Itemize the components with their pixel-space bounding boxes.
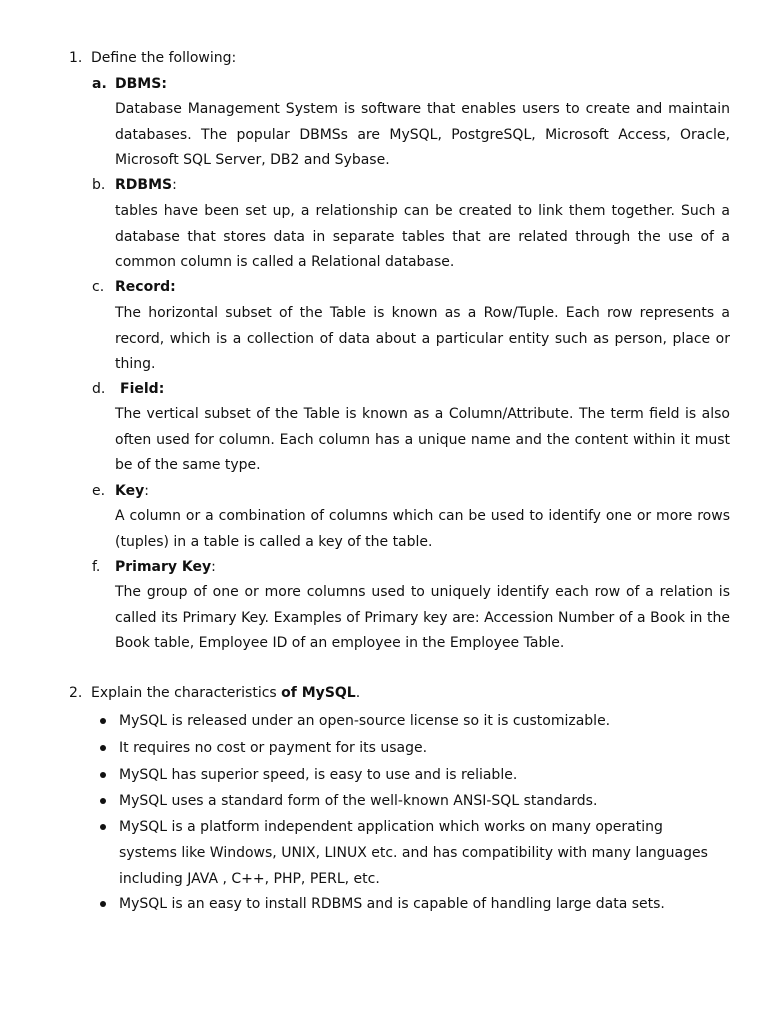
item-term: Key — [115, 483, 145, 499]
item-colon: : — [161, 76, 167, 92]
item-letter: d. — [92, 381, 106, 397]
question-1-heading — [69, 50, 236, 66]
bullet-dot-icon — [100, 718, 106, 724]
item-f-heading — [92, 559, 216, 575]
item-term: RDBMS — [115, 177, 173, 193]
question-title: Define the following: — [91, 50, 237, 66]
item-e-heading — [92, 483, 149, 499]
item-letter: b. — [92, 177, 106, 193]
bullet-text: MySQL uses a standard form of the well-known ANSI-SQL standards. — [119, 793, 598, 809]
bullet-dot-icon — [100, 745, 106, 751]
item-c-heading — [92, 279, 176, 295]
bullet-dot-icon — [100, 824, 106, 830]
question-number: 2. — [69, 685, 83, 701]
item-colon: : — [170, 279, 176, 295]
question-number: 1. — [69, 50, 83, 66]
item-colon: : — [158, 381, 165, 397]
question-2-heading — [69, 685, 360, 701]
item-colon: : — [211, 559, 216, 575]
bullet-item — [100, 814, 720, 892]
item-colon: : — [144, 483, 149, 499]
bullet-text: MySQL is an easy to install RDBMS and is capable of handling large data sets. — [119, 896, 665, 912]
item-d-definition: The vertical subset of the Table is known as a Column/Attribute. The term field is also often used for column. Each column has a unique name and the content within it must be of the same type. — [115, 406, 730, 473]
item-e-definition: A column or a combination of columns which can be used to identify one or more rows (tuples) in a table is called a key of the table. — [115, 508, 730, 550]
item-term: Primary Key — [115, 559, 212, 575]
item-f-definition: The group of one or more columns used to uniquely identify each row of a relation is called its Primary Key. Examples of Primary key are: Accession Number of a Book in the Book table, Employee ID of an employee in the Employee Table. — [115, 584, 730, 651]
bullet-item — [100, 708, 720, 734]
item-a-definition: Database Management System is software that enables users to create and maintain databases. The popular DBMSs are MySQL, PostgreSQL, Microsoft Access, Oracle, Microsoft SQL Server, DB2 and Sybase. — [115, 101, 730, 168]
bullet-text: MySQL is a platform independent application which works on many operating systems like Windows, UNIX, LINUX etc. and has compatibility with many languages including JAVA , C++, PHP, PERL, etc. — [119, 819, 708, 887]
item-d-heading — [92, 381, 164, 397]
bullet-item — [100, 788, 720, 814]
item-b-definition: tables have been set up, a relationship can be created to link them together. Such a database that stores data in separate tables that are related through the use of a common column is called a Relational database. — [115, 203, 730, 270]
item-colon: : — [172, 177, 177, 193]
item-term: DBMS — [115, 76, 162, 92]
bullet-dot-icon — [100, 901, 106, 907]
item-letter: c. — [92, 279, 105, 295]
item-c-definition: The horizontal subset of the Table is known as a Row/Tuple. Each row represents a record, which is a collection of data about a particular entity such as person, place or thing. — [115, 305, 730, 372]
item-letter: a. — [92, 76, 107, 92]
item-letter: e. — [92, 483, 106, 499]
item-a-heading — [92, 76, 167, 92]
item-term: Record — [115, 279, 171, 295]
bullet-item — [100, 735, 720, 761]
bullet-item — [100, 762, 720, 788]
question-title-prefix: Explain the characteristics — [91, 685, 282, 701]
bullet-text: It requires no cost or payment for its usage. — [119, 740, 428, 756]
bullet-item — [100, 891, 720, 917]
item-letter: f. — [92, 559, 101, 575]
question-title-suffix: . — [355, 685, 361, 701]
bullet-text: MySQL is released under an open-source license so it is customizable. — [119, 713, 611, 729]
bullet-dot-icon — [100, 798, 106, 804]
bullet-text: MySQL has superior speed, is easy to use and is reliable. — [119, 767, 518, 783]
item-term: Field — [120, 381, 159, 397]
question-title-bold: of MySQL — [281, 685, 356, 701]
bullet-dot-icon — [100, 772, 106, 778]
item-b-heading — [92, 177, 177, 193]
